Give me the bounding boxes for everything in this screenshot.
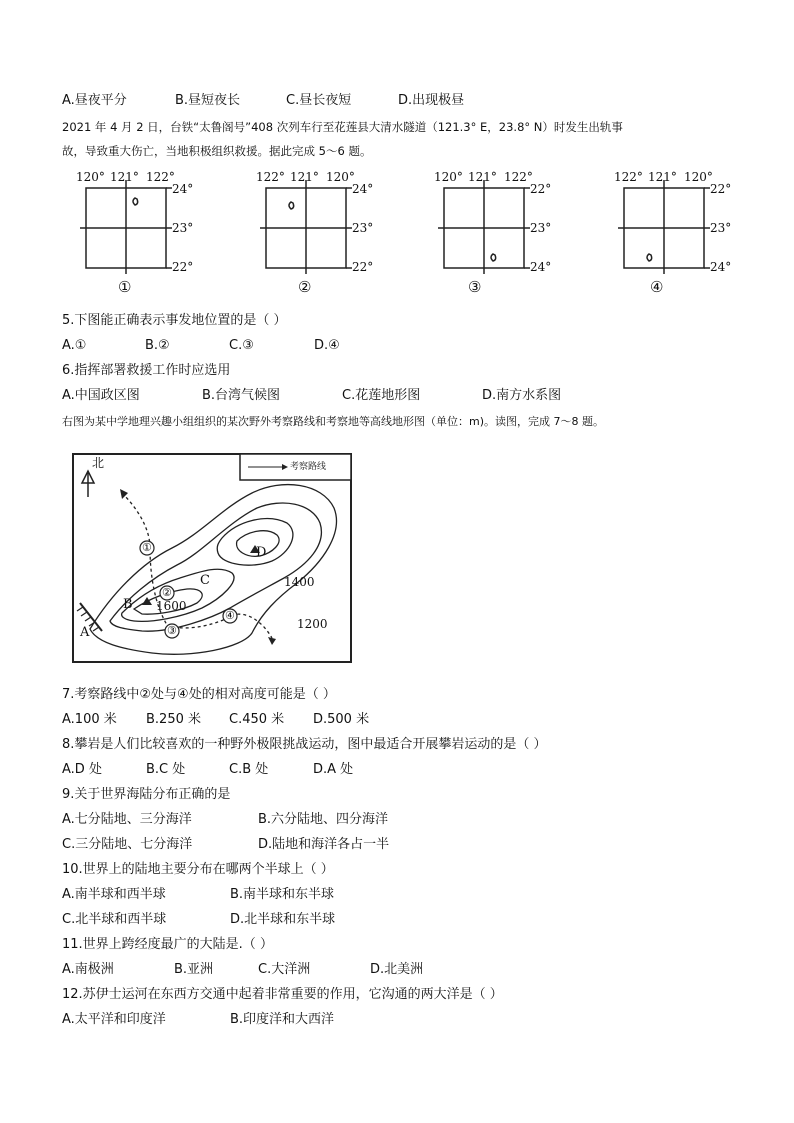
location-marker-icon bbox=[133, 198, 138, 205]
grid-1-lon-1: 120° bbox=[76, 170, 105, 184]
grid-2-lat-1: 24° bbox=[352, 182, 374, 196]
q11-option-d: D.北美洲 bbox=[370, 962, 424, 977]
q11-option-c: C.大洋洲 bbox=[258, 962, 311, 977]
q9-option-c: C.三分陆地、七分海洋 bbox=[62, 837, 193, 852]
q4-option-b: B.昼短夜长 bbox=[175, 93, 241, 108]
map-label-a: A bbox=[80, 625, 90, 640]
q4-option-c: C.昼长夜短 bbox=[286, 93, 352, 108]
grid-2-lat-3: 22° bbox=[352, 260, 374, 274]
contour-label-1600: 1600 bbox=[156, 599, 187, 613]
north-label: 北 bbox=[92, 456, 105, 470]
q9-stem: 9.关于世界海陆分布正确的是 bbox=[62, 787, 231, 802]
grid-4-lat-2: 23° bbox=[710, 221, 732, 235]
point-2: ② bbox=[162, 586, 172, 599]
map-label-d: D bbox=[256, 545, 267, 560]
q7-option-a: A.100 米 bbox=[62, 712, 117, 727]
q9-option-a: A.七分陆地、三分海洋 bbox=[62, 812, 192, 827]
location-marker-icon bbox=[647, 254, 652, 261]
q8-option-d: D.A 处 bbox=[313, 762, 354, 777]
q7-option-b: B.250 米 bbox=[146, 712, 201, 727]
grid-4-lon-3: 120° bbox=[684, 170, 713, 184]
grid-3-lat-3: 24° bbox=[530, 260, 552, 274]
grid-4-lat-3: 24° bbox=[710, 260, 732, 274]
grid-4-lon-1: 122° bbox=[614, 170, 643, 184]
q8-option-c: C.B 处 bbox=[229, 762, 269, 777]
contour-map bbox=[72, 453, 352, 663]
q12-stem: 12.苏伊士运河在东西方交通中起着非常重要的作用，它沟通的两大洋是（ ） bbox=[62, 987, 503, 1002]
q6-option-a: A.中国政区图 bbox=[62, 388, 140, 403]
q6-option-b: B.台湾气候图 bbox=[202, 388, 281, 403]
passage1-line2: 故，导致重大伤亡，当地积极组织救援。据此完成 5～6 题。 bbox=[62, 144, 372, 158]
grid-3-number: ③ bbox=[468, 278, 482, 296]
q7-option-c: C.450 米 bbox=[229, 712, 285, 727]
q10-option-a: A.南半球和西半球 bbox=[62, 887, 166, 902]
q12-option-a: A.太平洋和印度洋 bbox=[62, 1012, 166, 1027]
q11-option-b: B.亚洲 bbox=[174, 962, 214, 977]
grid-4-lat-1: 22° bbox=[710, 182, 732, 196]
q5-stem: 5.下图能正确表示事发地位置的是（ ） bbox=[62, 313, 287, 328]
q5-option-b: B.② bbox=[145, 338, 170, 353]
grid-2 bbox=[254, 170, 384, 300]
point-3: ③ bbox=[167, 624, 177, 637]
q4-option-a: A.昼夜平分 bbox=[62, 93, 127, 108]
q10-option-b: B.南半球和东半球 bbox=[230, 887, 335, 902]
q8-option-b: B.C 处 bbox=[146, 762, 186, 777]
grid-4 bbox=[612, 170, 742, 300]
q8-option-a: A.D 处 bbox=[62, 762, 102, 777]
q10-option-d: D.北半球和东半球 bbox=[230, 912, 336, 927]
grid-3-lat-2: 23° bbox=[530, 221, 552, 235]
grid-3-lat-1: 22° bbox=[530, 182, 552, 196]
q5-option-a: A.① bbox=[62, 338, 87, 353]
grid-1 bbox=[74, 170, 204, 300]
passage2: 右图为某中学地理兴趣小组组织的某次野外考察路线和考察地等高线地形图（单位：m)。读图，完成 7～8 题。 bbox=[62, 415, 604, 428]
q6-stem: 6.指挥部署救援工作时应选用 bbox=[62, 363, 231, 378]
grid-2-lon-3: 120° bbox=[326, 170, 355, 184]
grid-2-number: ② bbox=[298, 278, 312, 296]
q12-option-b: B.印度洋和大西洋 bbox=[230, 1012, 335, 1027]
grid-4-number: ④ bbox=[650, 278, 664, 296]
grid-1-lat-2: 23° bbox=[172, 221, 194, 235]
grid-1-lon-3: 122° bbox=[146, 170, 175, 184]
grid-2-lon-2: 121° bbox=[290, 170, 319, 184]
q10-stem: 10.世界上的陆地主要分布在哪两个半球上（ ） bbox=[62, 862, 334, 877]
q4-option-d: D.出现极昼 bbox=[398, 93, 465, 108]
map-label-b: B bbox=[123, 597, 133, 612]
grid-4-lon-2: 121° bbox=[648, 170, 677, 184]
point-1: ① bbox=[142, 541, 152, 554]
q7-option-d: D.500 米 bbox=[313, 712, 370, 727]
grid-3 bbox=[432, 170, 562, 300]
location-marker-icon bbox=[491, 254, 496, 261]
q8-stem: 8.攀岩是人们比较喜欢的一种野外极限挑战运动，图中最适合开展攀岩运动的是（ ） bbox=[62, 737, 547, 752]
grid-2-lat-2: 23° bbox=[352, 221, 374, 235]
grid-1-number: ① bbox=[118, 278, 132, 296]
q10-option-c: C.北半球和西半球 bbox=[62, 912, 167, 927]
contour-label-1200: 1200 bbox=[297, 617, 328, 631]
q5-option-d: D.④ bbox=[314, 338, 340, 353]
passage1-line1: 2021 年 4 月 2 日，台铁“太鲁阁号”408 次列车行至花莲县大清水隧道（121.3° E，23.8° N）时发生出轨事 bbox=[62, 120, 623, 134]
q6-option-d: D.南方水系图 bbox=[482, 388, 562, 403]
grid-1-lon-2: 121° bbox=[110, 170, 139, 184]
point-4: ④ bbox=[225, 609, 235, 622]
q5-option-c: C.③ bbox=[229, 338, 254, 353]
location-marker-icon bbox=[289, 202, 294, 209]
q11-stem: 11.世界上跨经度最广的大陆是.（ ） bbox=[62, 937, 273, 952]
grid-3-lon-2: 121° bbox=[468, 170, 497, 184]
q7-stem: 7.考察路线中②处与④处的相对高度可能是（ ） bbox=[62, 687, 336, 702]
map-label-c: C bbox=[200, 573, 210, 588]
grid-3-lon-3: 122° bbox=[504, 170, 533, 184]
q9-option-d: D.陆地和海洋各占一半 bbox=[258, 837, 390, 852]
grid-1-lat-1: 24° bbox=[172, 182, 194, 196]
grid-2-lon-1: 122° bbox=[256, 170, 285, 184]
q6-option-c: C.花莲地形图 bbox=[342, 388, 421, 403]
grid-1-lat-3: 22° bbox=[172, 260, 194, 274]
contour-label-1400: 1400 bbox=[284, 575, 315, 589]
q9-option-b: B.六分陆地、四分海洋 bbox=[258, 812, 389, 827]
legend-route-label: 考察路线 bbox=[290, 462, 327, 472]
q11-option-a: A.南极洲 bbox=[62, 962, 114, 977]
grid-3-lon-1: 120° bbox=[434, 170, 463, 184]
